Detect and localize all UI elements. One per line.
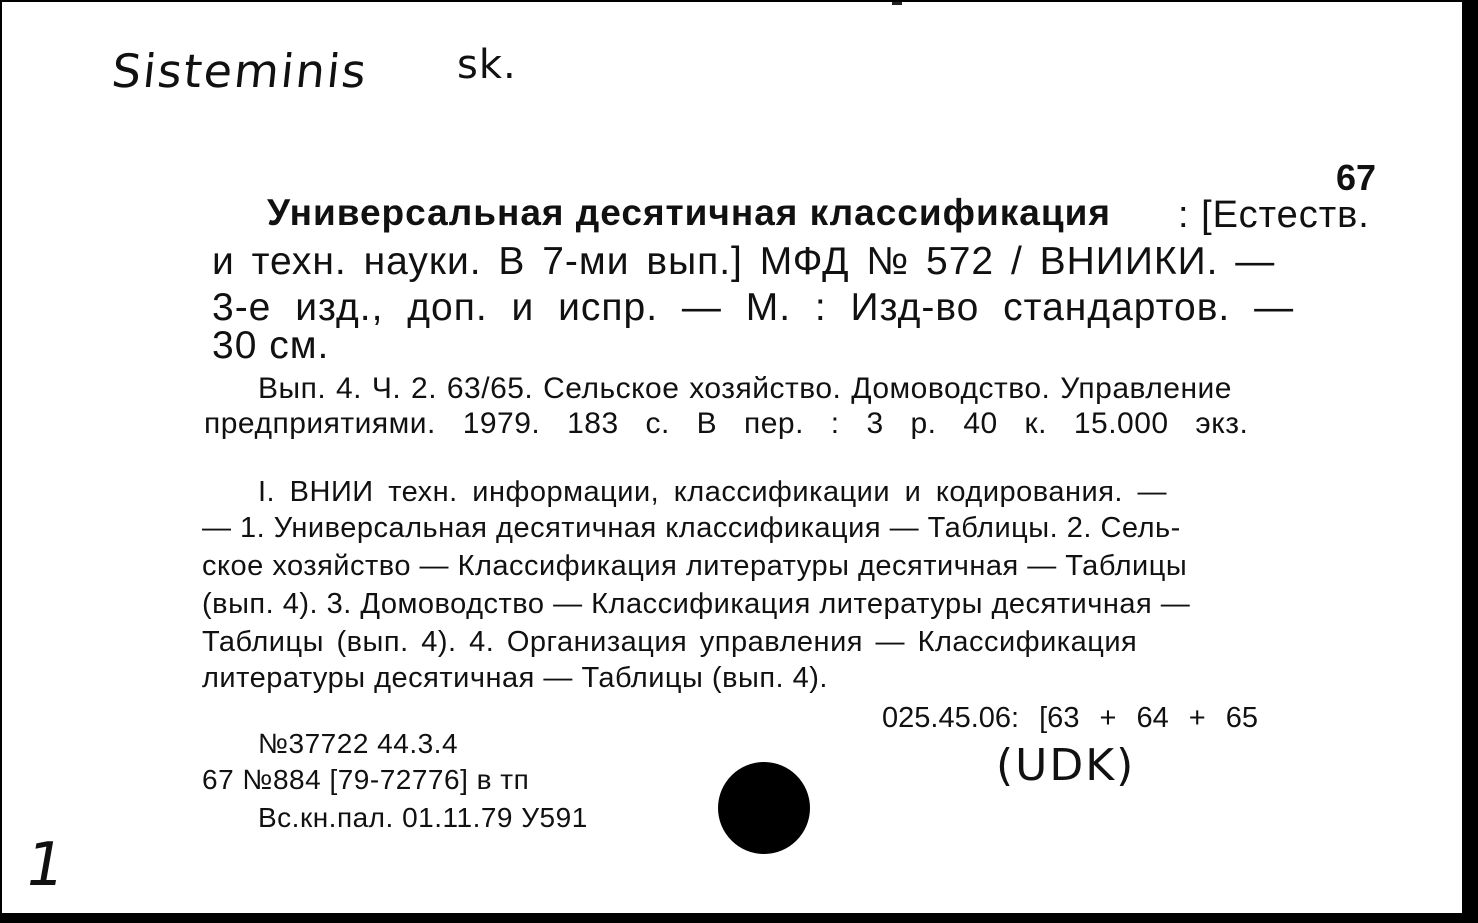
punch-hole: [718, 762, 810, 854]
publication-line-3: 3-е изд., доп. и испр. — М. : Изд-во стандартов. —: [212, 286, 1295, 329]
handwritten-title: Sisteminis: [109, 44, 371, 98]
catalog-card: [2, 2, 1470, 917]
accession-line: 67 №884 [79-72776] в тп: [202, 764, 530, 795]
card-number: 67: [1335, 157, 1376, 198]
accession-line: Вс.кн.пал. 01.11.79 У591: [258, 802, 588, 833]
handwritten-abbreviation: sk.: [457, 42, 517, 88]
classification-code: 025.45.06: [63 + 64 + 65: [882, 702, 1259, 734]
subject-line: литературы десятичная — Таблицы (вып. 4).: [202, 662, 828, 694]
handwritten-udk: (UDK): [996, 740, 1136, 791]
subject-line: Таблицы (вып. 4). 4. Организация управления — Классификация: [202, 626, 1138, 658]
subject-line: — 1. Универсальная десятичная классификация — Таблицы. 2. Сель-: [202, 512, 1181, 544]
main-title: Универсальная десятичная классификация: [267, 192, 1111, 233]
publication-line-2: и техн. науки. В 7-ми вып.] МФД № 572 / ВНИИКИ. —: [212, 240, 1276, 283]
volume-line-1: Вып. 4. Ч. 2. 63/65. Сельское хозяйство. Домоводство. Управление: [258, 372, 1232, 405]
subject-line: I. ВНИИ техн. информации, классификации и кодирования. —: [258, 476, 1168, 508]
handwritten-number: 1: [19, 830, 71, 900]
edge-mark: [892, 2, 902, 5]
accession-line: №37722 44.3.4: [258, 728, 459, 759]
title-continuation: : [Естеств.: [1178, 194, 1370, 236]
subject-line: ское хозяйство — Классификация литературы десятичная — Таблицы: [202, 550, 1188, 582]
volume-line-2: предприятиями. 1979. 183 с. В пер. : 3 р. 40 к. 15.000 экз.: [204, 407, 1249, 440]
publication-line-4: 30 см.: [212, 324, 330, 367]
subject-line: (вып. 4). 3. Домоводство — Классификация литературы десятичная —: [202, 588, 1191, 620]
